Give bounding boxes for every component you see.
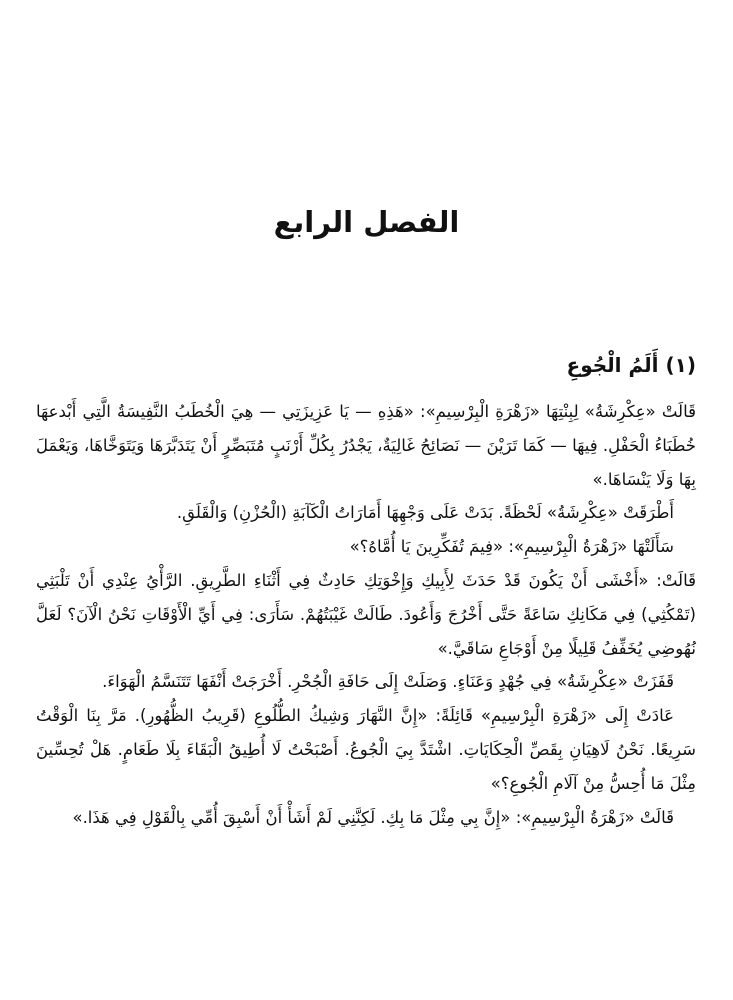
- paragraph: قَالَتْ «عِكْرِشَةُ» لِبِنْتِهَا «زَهْرَةِ الْبِرْسِيمِ»: «هَذِهِ — يَا عَزِيزَتِي — هِيَ الْخُطَبُ النَّفِيسَةُ الَّتِي أَبْدعهَا خُطَبَاءُ الْحَفْلِ. فِيهَا — كَمَا تَرَيْنَ — نَصَائِحُ غَالِيَةٌ، يَجْدُرُ بِكُلِّ أَرْنَبٍ مُتَبَصِّرٍ أَنْ يَتَدَبَّرَهَا وَيَتَوَخَّاهَا، وَيَعْمَلَ بِهَا وَلَا يَنْسَاهَا.»: [36, 402, 696, 489]
- chapter-title: الفصل الرابع: [273, 205, 460, 239]
- paragraph: أَطْرَقَتْ «عِكْرِشَةُ» لَحْظَةً. بَدَتْ عَلَى وَجْهِهَا أَمَارَاتُ الْكَآبَةِ (الْحُزْنِ) وَالْقَلَقِ.: [176, 503, 674, 523]
- paragraph: سَأَلَتْهَا «زَهْرَةُ الْبِرْسِيمِ»: «فِيمَ تُفَكِّرِينَ يَا أُمَّاهُ؟»: [349, 537, 674, 557]
- paragraph: عَادَتْ إِلَى «زَهْرَةِ الْبِرْسِيمِ» قَائِلَةً: «إِنَّ النَّهَارَ وَشِيكُ الطُّلُوعِ (قَرِيبُ الظُّهُورِ). مَرَّ بِنَا الْوَقْتُ سَرِيعًا. نَحْنُ لَاهِيَانِ بِقَصِّ الْحِكَايَاتِ. اشْتَدَّ بِيَ الْجُوعُ. أَصْبَحْتُ لَا أُطِيقُ الْبَقَاءَ بِلَا طَعَامٍ. هَلْ تُحِسِّينَ مِثْلَ مَا أُحِسُّ مِنْ آلَامِ الْجُوعِ؟»: [36, 706, 696, 793]
- chapter-body: [36, 395, 696, 834]
- paragraph: قَفَزَتْ «عِكْرِشَةُ» فِي جُهْدٍ وَعَنَاءٍ. وَصَلَتْ إِلَى حَافَةِ الْجُحْرِ. أَخْرَجَتْ أَنْفَهَا تَتَنَسَّمُ الْهَوَاءَ.: [102, 672, 674, 692]
- paragraph: قَالَتْ: «أَخْشَى أَنْ يَكُونَ قَدْ حَدَثَ لِأَبِيكِ وَإِخْوَتِكِ حَادِثٌ فِي أَثْنَاءِ الطَّرِيقِ. الرَّأْيُ عِنْدِي أَنْ تَلْبَثِي (تَمْكُثِي) فِي مَكَانِكِ سَاعَةً حَتَّى أَخْرُجَ وَأَعُودَ. طَالَتْ غَيْبَتُهُمْ. سَأَرَى: فِي أَيِّ الْأَوْقَاتِ نَحْنُ الْآنَ؟ لَعَلَّ نُهُوضِي يُخَفِّفُ قَلِيلًا مِنْ أَوْجَاعِ سَاقَيَّ.»: [36, 570, 696, 658]
- paragraph: قَالَتْ «زَهْرَةُ الْبِرْسِيمِ»: «إِنَّ بِي مِثْلَ مَا بِكِ. لَكِنَّنِي لَمْ أَشَأْ أَنْ أَسْبِقَ أُمِّي بِالْقَوْلِ فِي هَذَا.»: [72, 807, 674, 827]
- section-title: (١) أَلَمُ الْجُوعِ: [566, 353, 696, 377]
